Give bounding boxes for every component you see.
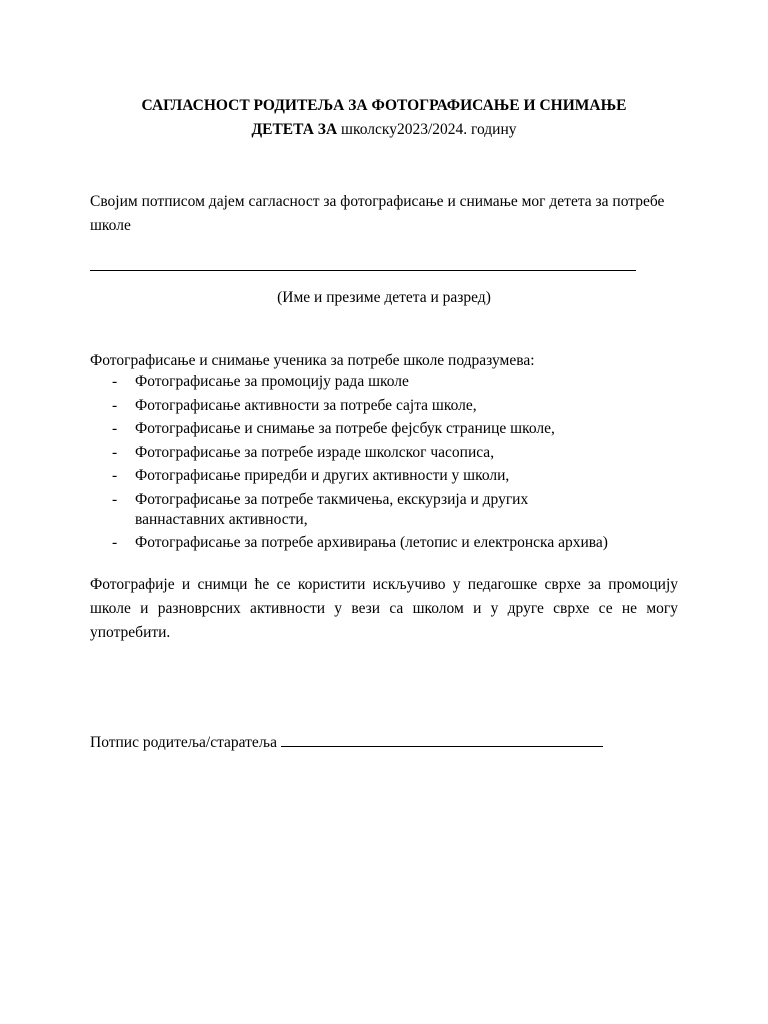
list-item [90,533,690,553]
list-item-text: Фотографисање за потребе израде школског часописа, [135,443,495,461]
child-name-caption: (Име и презиме детета и разред) [277,289,491,306]
title-line-2-bold: ДЕТЕТА ЗА [251,121,338,138]
list-item [90,372,690,392]
title-line-2-rest: школску2023/2024. годину [337,121,517,138]
list-item-text: Фотографисање активности за потребе сајта школе, [135,396,477,414]
photography-purposes-list [90,372,690,557]
signature-field-line[interactable] [281,730,603,747]
bullet-dash: - [112,534,118,551]
bullet-dash: - [112,490,118,508]
consent-statement: Својим потписом дајем сагласност за фотографисање и снимање мог детета за потребе школе [90,193,665,234]
bullet-dash: - [112,467,118,484]
bullet-dash: - [112,420,118,437]
list-item [90,466,690,486]
bullet-dash: - [112,396,118,414]
list-item-text: Фотографисање приредби и других активности у школи, [135,467,510,484]
signature-row [90,730,603,755]
title-line-2 [90,118,678,142]
list-item [90,419,690,439]
child-name-field-line[interactable] [90,270,636,271]
list-item [90,490,690,530]
title-line-1: САГЛАСНОСТ РОДИТЕЉА ЗА ФОТОГРАФИСАЊЕ И СНИМАЊЕ [141,97,627,114]
signature-label: Потпис родитеља/старатеља [90,734,277,751]
list-item-text: Фотографисање за потребе такмичења, екскурзија и других ваннаставних активности, [135,490,529,528]
list-item [90,396,690,416]
list-item-text: Фотографисање и снимање за потребе фејсбук странице школе, [135,420,555,437]
bullet-dash: - [112,443,118,461]
list-intro: Фотографисање и снимање ученика за потребе школе подразумева: [90,352,535,369]
bullet-dash: - [112,373,118,390]
list-item-text: Фотографисање за промоцију рада школе [135,373,409,390]
list-item-text: Фотографисање за потребе архивирања (летопис и електронска архива) [135,534,608,551]
document-title [90,94,678,142]
usage-statement: Фотографије и снимци ће се користити искључиво у педагошке сврхе за промоцију школе и разноврсних активности у вези са школом и у друге сврхе се не могу употребити. [90,576,678,641]
list-item [90,443,690,463]
